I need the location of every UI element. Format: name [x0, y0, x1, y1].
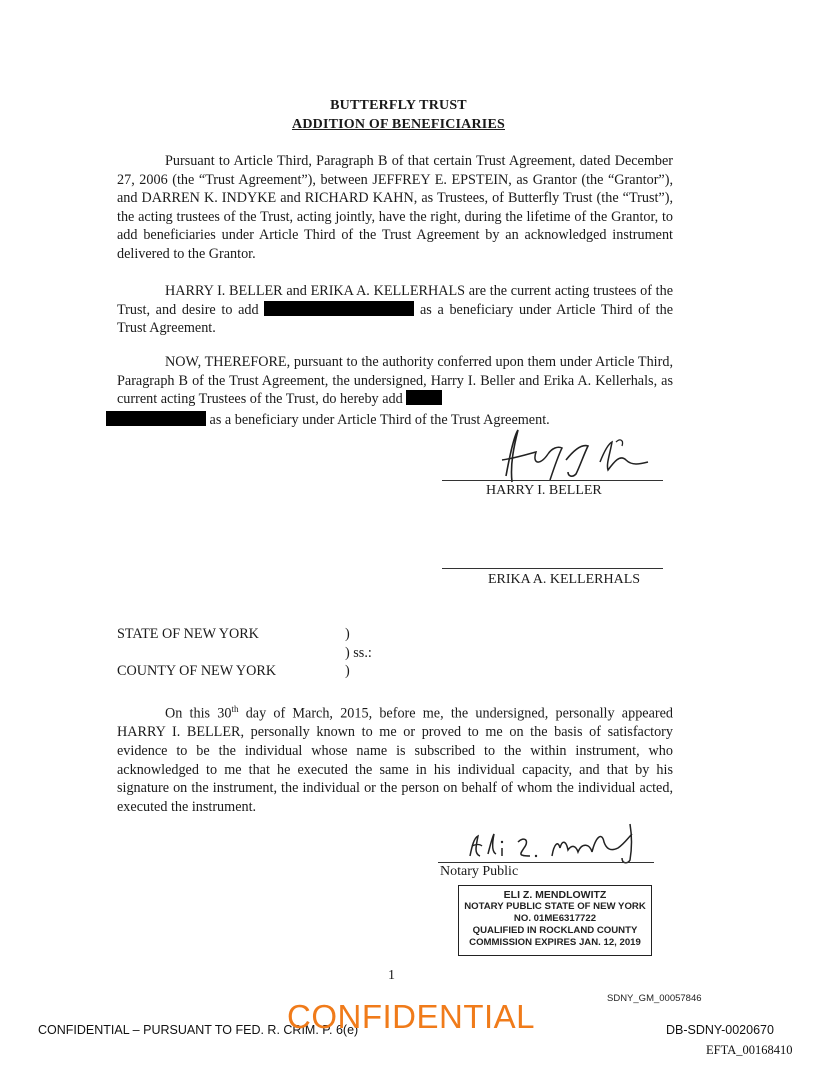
signature-notary — [460, 818, 660, 864]
paragraph-current-trustees-text-b: as a beneficiary under Article Third of the Trust Agreement. — [117, 301, 673, 337]
signature-line-notary — [438, 862, 654, 863]
signature-line-erika — [442, 568, 663, 569]
redaction-box — [264, 301, 414, 316]
document-title: BUTTERFLY TRUST — [330, 98, 467, 113]
paragraph-current-trustees-text-a: HARRY I. BELLER and ERIKA A. KELLERHALS are the current acting trustees of the Trust, and desire to add — [117, 283, 673, 318]
bates-sdny-gm: SDNY_GM_00057846 — [607, 993, 702, 1004]
venue-county: COUNTY OF NEW YORK — [117, 663, 277, 679]
paragraph-recitals-text: Pursuant to Article Third, Paragraph B of that certain Trust Agreement, dated December 27, 2006 (the “Trust Agreement”), between JEFFREY E. EPSTEIN, as Grantor (the “Grantor”), and DARREN K. INDYKE and RICHARD KAHN, as Trustees, of Butterfly Trust (the “Trust”), the acting trustees of the Trust, acting jointly, have the right, during the lifetime of the Grantor, to add beneficiaries under Article Third of the Trust Agreement by an acknowledged instrument delivered to the Grantor. — [117, 153, 673, 262]
paragraph-acknowledgment — [117, 700, 673, 816]
ack-day: On this 30 — [165, 705, 232, 722]
signature-line-harry — [442, 480, 663, 481]
redaction-box — [106, 411, 206, 426]
signer-name-erika: ERIKA A. KELLERHALS — [488, 572, 641, 587]
paragraph-resolution-text-a: NOW, THEREFORE, pursuant to the authority conferred upon them under Article Third, Paragraph B of the Trust Agreement, the undersigned, Harry I. Beller and Erika A. Kellerhals, as current acting Trustees of the Trust, do hereby add — [117, 354, 673, 408]
ack-text: day of March, 2015, before me, the undersigned, personally appeared HARRY I. BELLER, personally known to me or proved to me on the basis of satisfactory evidence to be the individual whose name is subscribed to the within instrument, who acknowledged to me that he executed the same in his individual capacity, and that by his signature on the instrument, the individual or the person on behalf of whom the individual acted, executed the instrument. — [117, 705, 673, 815]
document-subtitle: ADDITION OF BENEFICIARIES — [292, 117, 505, 132]
efta-number: EFTA_00168410 — [706, 1043, 793, 1057]
venue-ss: ) ss.: — [345, 645, 372, 661]
stamp-line-expiry: COMMISSION EXPIRES JAN. 12, 2019 — [469, 937, 641, 948]
paragraph-resolution — [117, 353, 673, 409]
paragraph-recitals — [117, 152, 673, 264]
stamp-line-title: NOTARY PUBLIC STATE OF NEW YORK — [464, 901, 646, 912]
paragraph-current-trustees — [117, 282, 673, 338]
bates-db-sdny: DB-SDNY-0020670 — [666, 1023, 774, 1037]
paragraph-resolution-text-b: as a beneficiary under Article Third of the Trust Agreement. — [209, 412, 550, 428]
ack-ordinal: th — [231, 704, 239, 714]
paragraph-resolution-line-last — [106, 411, 550, 430]
signature-harry-beller — [488, 424, 668, 486]
stamp-line-county: QUALIFIED IN ROCKLAND COUNTY — [472, 925, 638, 936]
stamp-line-number: NO. 01ME6317722 — [513, 913, 597, 924]
confidential-stamp: CONFIDENTIAL — [287, 998, 536, 1035]
confidential-notice: CONFIDENTIAL – PURSUANT TO FED. R. CRIM. P. 6(e) — [38, 1023, 359, 1037]
venue-paren-2: ) — [345, 663, 350, 679]
venue-paren-1: ) — [345, 626, 350, 642]
notary-label: Notary Public — [440, 864, 519, 879]
venue-state: STATE OF NEW YORK — [117, 626, 259, 642]
notary-stamp — [458, 885, 652, 956]
stamp-line-name: ELI Z. MENDLOWITZ — [503, 889, 607, 901]
redaction-box — [406, 390, 442, 405]
page-number: 1 — [388, 968, 395, 983]
signer-name-harry: HARRY I. BELLER — [486, 483, 602, 498]
